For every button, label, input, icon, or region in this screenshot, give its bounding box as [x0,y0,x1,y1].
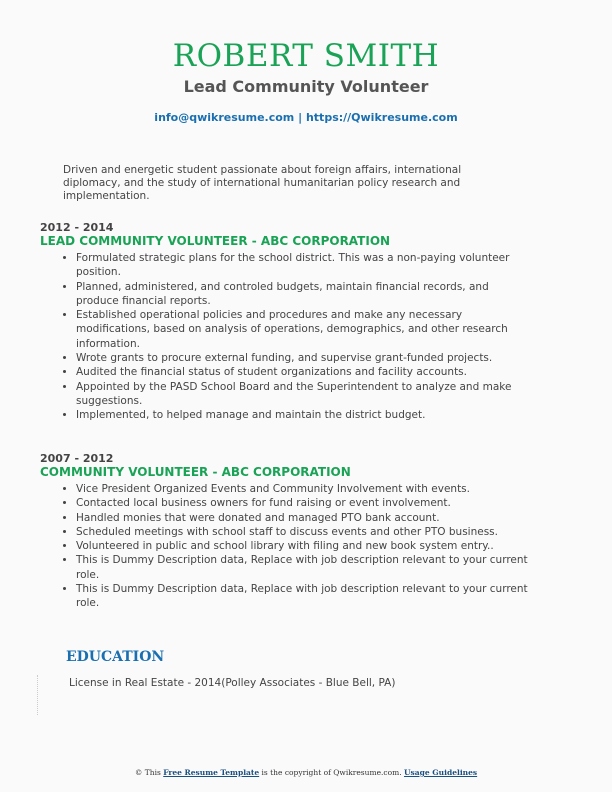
job-2 [40,452,530,611]
footer-text: is the copyright of Qwikresume.com. [259,768,405,777]
usage-guidelines-link[interactable]: Usage Guidelines [404,768,478,777]
education-heading: EDUCATION [66,649,165,665]
email-link[interactable]: info@qwikresume.com [154,111,295,124]
list-item: • Scheduled meetings with school staff to discuss events and other PTO business. [76,525,530,539]
list-item: • This is Dummy Description data, Replace with job description relevant to your current role. [76,582,530,611]
footer-text: © This [134,768,164,777]
list-item: • Implemented, to helped manage and maintain the district budget. [76,408,530,422]
list-item: • Planned, administered, and controled budgets, maintain financial records, and produce financial reports. [76,280,530,309]
job-bullets [40,251,530,423]
list-item: • Handled monies that were donated and managed PTO bank account. [76,511,530,525]
list-item: • Established operational policies and procedures and make any necessary modifications, based on analysis of operations, demographics, and other research information. [76,308,530,351]
contact-line [0,111,612,124]
list-item: • Formulated strategic plans for the school district. This was a non-paying volunteer position. [76,251,530,280]
education-item: License in Real Estate - 2014(Polley Associates - Blue Bell, PA) [69,677,396,689]
list-item: • Contacted local business owners for fund raising or event involvement. [76,496,530,510]
list-item: • Wrote grants to procure external funding, and supervise grant-funded projects. [76,351,530,365]
candidate-name: ROBERT SMITH [172,38,440,74]
section-divider [37,675,39,715]
list-item: • Appointed by the PASD School Board and the Superintendent to analyze and make suggestions. [76,380,530,409]
job-dates: 2007 - 2012 [40,452,114,465]
list-item: • Vice President Organized Events and Community Involvement with events. [76,482,530,496]
job-dates: 2012 - 2014 [40,221,114,234]
list-item: • This is Dummy Description data, Replace with job description relevant to your current role. [76,553,530,582]
summary: Driven and energetic student passionate about foreign affairs, international diplomacy, and the study of international humanitarian policy research and implementation. [63,164,462,202]
website-link[interactable]: https://Qwikresume.com [305,111,458,124]
list-item: • Volunteered in public and school library with filing and new book system entry.. [76,539,530,553]
candidate-title: Lead Community Volunteer [183,77,429,96]
separator: | [294,111,306,124]
list-item: • Audited the financial status of student organizations and facility accounts. [76,365,530,379]
job-title: COMMUNITY VOLUNTEER - ABC CORPORATION [40,465,351,479]
job-bullets [40,482,530,611]
footer [0,768,612,777]
free-resume-template-link[interactable]: Free Resume Template [163,768,260,777]
job-1 [40,221,530,423]
job-title: LEAD COMMUNITY VOLUNTEER - ABC CORPORATION [40,234,391,248]
